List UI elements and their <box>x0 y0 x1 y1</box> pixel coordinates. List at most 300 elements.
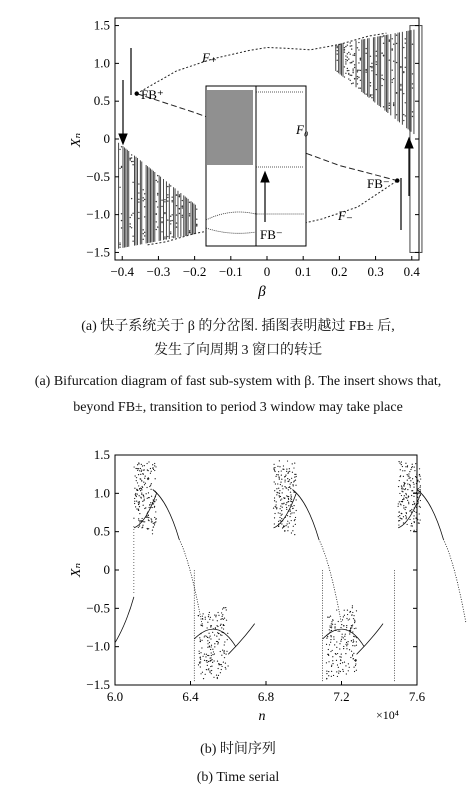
series-point <box>154 465 155 466</box>
series-point <box>345 634 346 635</box>
series-point <box>207 655 208 656</box>
series-point <box>278 471 279 472</box>
series-point <box>206 636 207 637</box>
series-point <box>295 517 296 518</box>
chaos-band-right-dot <box>392 79 393 80</box>
x-tick-label-a: −0.2 <box>182 264 207 279</box>
series-point <box>138 520 139 521</box>
series-point <box>401 495 402 496</box>
chaos-band-left-dot <box>182 200 183 201</box>
series-point <box>295 480 296 481</box>
chaos-band-left-dot <box>189 232 190 233</box>
series-point <box>294 480 295 481</box>
series-point <box>142 465 143 466</box>
series-point <box>278 474 279 475</box>
chaos-band-right-dot <box>412 116 413 117</box>
chaos-band-right-dot <box>350 45 351 46</box>
series-point <box>138 485 139 486</box>
chaos-band-left-dot <box>156 180 157 181</box>
chaos-band-left-dot <box>170 231 171 232</box>
chaos-band-left-dot <box>161 217 162 218</box>
series-point <box>401 461 402 462</box>
series-point <box>332 660 333 661</box>
series-point <box>282 527 283 528</box>
series-point <box>292 530 293 531</box>
y-tick-label-a: −1.0 <box>86 206 110 222</box>
chaos-band-left-dot <box>171 214 172 215</box>
chaos-band-left-dot <box>119 242 120 243</box>
series-point <box>399 493 400 494</box>
series-point <box>148 470 149 471</box>
chaos-band-right-dot <box>389 108 390 109</box>
series-point <box>218 615 219 616</box>
series-point <box>144 478 145 479</box>
series-point <box>353 615 354 616</box>
series-point <box>353 636 354 637</box>
series-point <box>281 523 282 524</box>
series-point <box>408 502 409 503</box>
y-tick-label-b: 1.5 <box>93 447 110 462</box>
series-point <box>207 643 208 644</box>
series-point <box>331 666 332 667</box>
series-point <box>349 649 350 650</box>
series-curve <box>319 539 342 623</box>
series-point <box>279 477 280 478</box>
series-point <box>341 639 342 640</box>
chaos-band-left-dot <box>182 215 183 216</box>
series-point <box>405 493 406 494</box>
series-point <box>296 499 297 500</box>
series-point <box>210 666 211 667</box>
series-point <box>212 654 213 655</box>
chaos-band-right-dot <box>405 42 406 43</box>
chaos-band-left-dot <box>132 236 133 237</box>
series-point <box>293 512 294 513</box>
series-point <box>341 636 342 637</box>
series-point <box>221 669 222 670</box>
series-point <box>276 492 277 493</box>
series-point <box>213 677 214 678</box>
series-point <box>227 639 228 640</box>
series-point <box>281 518 282 519</box>
series-point <box>408 476 409 477</box>
series-point <box>290 513 291 514</box>
series-point <box>294 519 295 520</box>
chaos-band-right-dot <box>405 102 406 103</box>
series-point <box>220 624 221 625</box>
chaos-band-right-dot <box>405 115 406 116</box>
series-point <box>331 665 332 666</box>
chaos-band-right-dot <box>345 59 346 60</box>
series-point <box>290 498 291 499</box>
chaos-band-left-dot <box>121 220 122 221</box>
series-point <box>287 496 288 497</box>
y-tick-label-a: −0.5 <box>86 168 110 184</box>
series-point <box>213 651 214 652</box>
chaos-band-right-dot <box>347 44 348 45</box>
series-point <box>156 499 157 500</box>
series-point <box>334 644 335 645</box>
series-point <box>212 662 213 663</box>
series-point <box>154 470 155 471</box>
chaos-band-left-dot <box>157 194 158 195</box>
series-point <box>416 474 417 475</box>
series-point <box>210 638 211 639</box>
series-point <box>352 631 353 632</box>
series-point <box>217 661 218 662</box>
series-point <box>148 461 149 462</box>
chaos-band-right-dot <box>381 74 382 75</box>
series-point <box>412 478 413 479</box>
series-point <box>138 462 139 463</box>
series-point <box>290 509 291 510</box>
series-point <box>280 506 281 507</box>
series-point <box>407 500 408 501</box>
series-point <box>335 624 336 625</box>
series-point <box>141 492 142 493</box>
chaos-band-right-dot <box>376 74 377 75</box>
series-point <box>139 470 140 471</box>
series-point <box>347 643 348 644</box>
series-point <box>330 639 331 640</box>
series-point <box>290 511 291 512</box>
series-point <box>291 478 292 479</box>
series-point <box>279 493 280 494</box>
series-point <box>221 627 222 628</box>
series-point <box>289 523 290 524</box>
series-point <box>219 639 220 640</box>
chaos-band-right-dot <box>400 85 401 86</box>
series-point <box>214 653 215 654</box>
series-point <box>291 520 292 521</box>
x-tick-label-a: 0.3 <box>367 264 384 279</box>
chaos-band-right-dot <box>370 82 371 83</box>
axis-label-xn-a: Xₙ <box>69 132 84 148</box>
series-point <box>353 639 354 640</box>
series-point <box>147 498 148 499</box>
series-point <box>218 633 219 634</box>
series-point <box>402 501 403 502</box>
series-point <box>332 650 333 651</box>
series-point <box>275 504 276 505</box>
series-point <box>416 518 417 519</box>
chaos-band-left-dot <box>164 236 165 237</box>
series-point <box>340 663 341 664</box>
series-point <box>282 485 283 486</box>
series-point <box>204 660 205 661</box>
chaos-band-right-dot <box>360 70 361 71</box>
chaos-band-left-dot <box>138 218 139 219</box>
series-point <box>335 653 336 654</box>
series-point <box>136 480 137 481</box>
chaos-band-right-dot <box>383 79 384 80</box>
series-point <box>142 487 143 488</box>
chaos-band-left-dot <box>171 196 172 197</box>
series-point <box>202 616 203 617</box>
series-point <box>225 668 226 669</box>
series-point <box>280 500 281 501</box>
series-point <box>134 498 135 499</box>
chaos-band-left-dot <box>161 200 162 201</box>
axis-label-n: n <box>258 709 266 724</box>
series-point <box>406 497 407 498</box>
series-point <box>208 669 209 670</box>
chaos-band-right-dot <box>357 78 358 79</box>
series-point <box>329 644 330 645</box>
series-point <box>419 481 420 482</box>
chaos-band-left-dot <box>119 187 120 188</box>
chaos-band-right-dot <box>403 120 404 121</box>
series-point <box>352 654 353 655</box>
series-point <box>415 463 416 464</box>
series-point <box>148 520 149 521</box>
series-point <box>200 641 201 642</box>
series-point <box>141 464 142 465</box>
chaos-band-right-dot <box>365 71 366 72</box>
series-point <box>356 610 357 611</box>
y-tick-label-a: 0 <box>103 131 110 146</box>
series-point <box>404 495 405 496</box>
series-point <box>136 508 137 509</box>
series-point <box>139 501 140 502</box>
chaos-band-right-dot <box>412 87 413 88</box>
series-point <box>222 650 223 651</box>
series-point <box>274 513 275 514</box>
series-point <box>288 489 289 490</box>
series-point <box>333 636 334 637</box>
series-point <box>345 665 346 666</box>
series-point <box>154 463 155 464</box>
series-point <box>411 495 412 496</box>
series-point <box>339 656 340 657</box>
series-point <box>198 664 199 665</box>
chaos-band-left-dot <box>179 208 180 209</box>
chaos-band-left-dot <box>119 149 120 150</box>
series-point <box>419 468 420 469</box>
series-point <box>141 494 142 495</box>
series-point <box>342 662 343 663</box>
series-point <box>401 501 402 502</box>
chaos-band-left-dot <box>182 205 183 206</box>
series-point <box>216 636 217 637</box>
series-point <box>331 625 332 626</box>
series-point <box>419 474 420 475</box>
series-point <box>211 655 212 656</box>
series-point <box>200 659 201 660</box>
x-tick-label-a: 0.2 <box>331 264 348 279</box>
caption-a-en-1: (a) Bifurcation diagram of fast sub-system with β. The insert shows that, <box>34 374 442 389</box>
chaos-band-right-dot <box>358 87 359 88</box>
series-point <box>199 651 200 652</box>
chaos-band-left-dot <box>138 201 139 202</box>
series-point <box>330 642 331 643</box>
chaos-band-left-dot <box>144 232 145 233</box>
series-point <box>277 483 278 484</box>
series-point <box>206 660 207 661</box>
chaos-band-left-dot <box>161 206 162 207</box>
series-point <box>420 476 421 477</box>
series-point <box>199 657 200 658</box>
series-point <box>290 494 291 495</box>
series-point <box>289 468 290 469</box>
series-point <box>294 477 295 478</box>
series-point <box>279 495 280 496</box>
series-point <box>404 489 405 490</box>
series-point <box>407 483 408 484</box>
series-point <box>282 503 283 504</box>
chaos-band-right-dot <box>389 59 390 60</box>
time-series-chart <box>69 447 466 724</box>
series-point <box>354 619 355 620</box>
series-point <box>204 635 205 636</box>
series-point <box>330 635 331 636</box>
series-point <box>152 507 153 508</box>
series-point <box>332 620 333 621</box>
chaos-band-right-dot <box>392 82 393 83</box>
series-point <box>154 507 155 508</box>
chaos-band-right-dot <box>389 102 390 103</box>
series-point <box>155 521 156 522</box>
series-point <box>330 616 331 617</box>
series-point <box>204 636 205 637</box>
series-point <box>398 520 399 521</box>
series-point <box>356 645 357 646</box>
chaos-band-right-dot <box>344 76 345 77</box>
series-point <box>144 499 145 500</box>
series-point <box>340 671 341 672</box>
series-point <box>204 653 205 654</box>
series-point <box>142 518 143 519</box>
chaos-band-right-dot <box>403 71 404 72</box>
series-point <box>274 517 275 518</box>
series-point <box>217 641 218 642</box>
series-point <box>356 659 357 660</box>
series-point <box>211 673 212 674</box>
chaos-band-left-dot <box>143 229 144 230</box>
series-point <box>276 507 277 508</box>
series-point <box>214 634 215 635</box>
series-point <box>202 672 203 673</box>
chaos-band-left-dot <box>164 238 165 239</box>
series-point <box>350 657 351 658</box>
series-point <box>276 474 277 475</box>
series-point <box>150 473 151 474</box>
chaos-band-right-dot <box>354 67 355 68</box>
series-point <box>400 476 401 477</box>
series-point <box>333 639 334 640</box>
series-point <box>144 484 145 485</box>
branch-line <box>137 33 387 94</box>
series-point <box>403 488 404 489</box>
series-point <box>155 478 156 479</box>
series-point <box>276 488 277 489</box>
series-point <box>418 522 419 523</box>
chaos-band-left-dot <box>171 220 172 221</box>
series-point <box>141 489 142 490</box>
series-point <box>227 633 228 634</box>
series-point <box>215 616 216 617</box>
chaos-band-right-dot <box>370 66 371 67</box>
chaos-band-right-dot <box>348 73 349 74</box>
series-point <box>206 654 207 655</box>
caption-b-en: (b) Time serial <box>196 770 280 785</box>
series-point <box>400 469 401 470</box>
series-point <box>343 625 344 626</box>
series-point <box>295 524 296 525</box>
series-point <box>413 518 414 519</box>
series-point <box>343 616 344 617</box>
series-point <box>408 478 409 479</box>
series-point <box>143 474 144 475</box>
series-point <box>221 666 222 667</box>
chaos-band-right-dot <box>371 97 372 98</box>
series-point <box>220 651 221 652</box>
series-point <box>284 476 285 477</box>
chaos-band-left-dot <box>156 213 157 214</box>
series-point <box>280 520 281 521</box>
chaos-band-left-dot <box>179 213 180 214</box>
series-point <box>408 496 409 497</box>
series-point <box>341 624 342 625</box>
series-point <box>202 623 203 624</box>
chaos-band-left-dot <box>196 219 197 220</box>
series-point <box>153 503 154 504</box>
x-multiplier: ×10⁴ <box>376 708 399 722</box>
series-point <box>352 645 353 646</box>
series-point <box>336 609 337 610</box>
series-point <box>289 479 290 480</box>
chaos-band-left-dot <box>164 199 165 200</box>
series-point <box>280 482 281 483</box>
series-point <box>402 499 403 500</box>
series-point <box>142 486 143 487</box>
series-point <box>200 673 201 674</box>
series-point <box>209 619 210 620</box>
chaos-band-right-dot <box>337 53 338 54</box>
series-point <box>279 466 280 467</box>
series-point <box>143 521 144 522</box>
y-tick-label-b: −1.0 <box>86 638 110 654</box>
chaos-band-left-dot <box>170 223 171 224</box>
series-point <box>212 619 213 620</box>
chaos-band-left-dot <box>144 206 145 207</box>
series-point <box>411 523 412 524</box>
series-point <box>138 468 139 469</box>
series-point <box>403 485 404 486</box>
series-point <box>147 517 148 518</box>
chaos-band-left-dot <box>156 221 157 222</box>
series-point <box>353 667 354 668</box>
series-point <box>225 607 226 608</box>
chaos-band-right-dot <box>350 75 351 76</box>
series-point <box>274 497 275 498</box>
series-point <box>136 501 137 502</box>
series-point <box>149 504 150 505</box>
series-point <box>141 470 142 471</box>
label-f0: F₀ <box>296 122 309 137</box>
series-point <box>205 674 206 675</box>
series-point <box>225 653 226 654</box>
y-tick-label-b: 0 <box>103 562 110 577</box>
series-point <box>154 524 155 525</box>
series-point <box>281 475 282 476</box>
chaos-band-left-dot <box>170 185 171 186</box>
chaos-band-left-dot <box>170 220 171 221</box>
series-point <box>353 653 354 654</box>
series-point <box>405 515 406 516</box>
series-point <box>287 521 288 522</box>
series-point <box>415 476 416 477</box>
